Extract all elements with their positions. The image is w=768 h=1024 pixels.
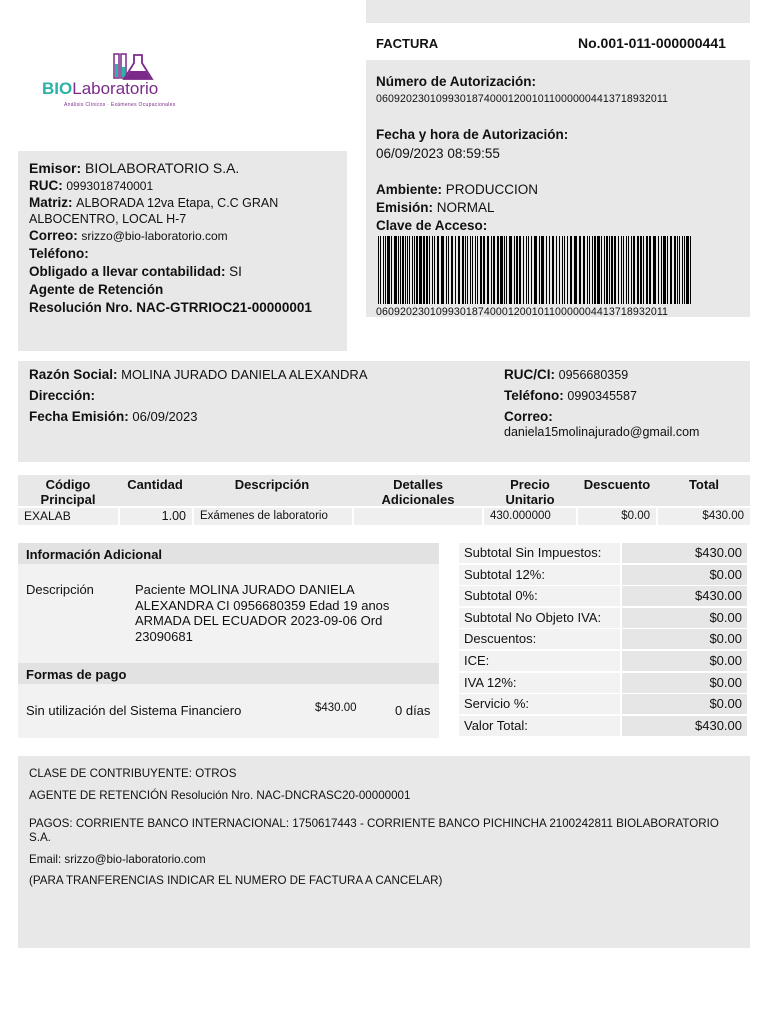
flask-icon — [112, 52, 156, 82]
barcode-bar — [564, 236, 565, 304]
total-value: $0.00 — [622, 694, 747, 714]
customer-name: MOLINA JURADO DANIELA ALEXANDRA — [121, 367, 368, 382]
barcode-bar — [409, 236, 410, 304]
barcode-bar — [465, 236, 466, 304]
cell-total: $430.00 — [658, 508, 750, 525]
description-line: Paciente MOLINA JURADO DANIELA — [135, 582, 355, 597]
description-text — [135, 582, 389, 644]
customer-id-line — [504, 367, 628, 382]
barcode-bar — [516, 236, 518, 304]
barcode-bar — [604, 236, 605, 304]
issuer-ruc-label: RUC: — [29, 178, 63, 193]
barcode-bar — [432, 236, 433, 304]
issuer-address-line1: ALBORADA 12va Etapa, C.C GRAN — [76, 196, 279, 210]
access-key-barcode — [378, 236, 694, 304]
barcode-bar — [437, 236, 439, 304]
emission-label: Emisión: — [376, 200, 434, 215]
col-header-code-line1: Código — [45, 477, 91, 492]
barcode-bar — [470, 236, 471, 304]
issuer-name-line — [29, 159, 347, 177]
barcode-bar — [491, 236, 492, 304]
description-label: Descripción — [26, 582, 94, 597]
barcode-bar — [434, 236, 435, 304]
barcode-bar — [400, 236, 401, 304]
barcode-bar — [606, 236, 608, 304]
customer-address-label: Dirección: — [29, 388, 96, 403]
col-header-unit-price-line1: Precio — [510, 477, 550, 492]
col-header-details-line1: Detalles — [393, 477, 443, 492]
barcode-bar — [441, 236, 444, 304]
barcode-bar — [549, 236, 550, 304]
barcode-bar — [587, 236, 588, 304]
auth-number-label: Número de Autorización: — [376, 74, 537, 89]
barcode-bar — [601, 236, 602, 304]
customer-name-line — [29, 367, 368, 382]
barcode-bar — [690, 236, 691, 304]
col-header-details-line2: Adicionales — [381, 492, 455, 507]
barcode-bar — [383, 236, 384, 304]
barcode-bar — [643, 236, 644, 304]
issuer-name: BIOLABORATORIO S.A. — [85, 160, 240, 176]
total-label: Descuentos: — [459, 629, 620, 649]
barcode-bar — [534, 236, 537, 304]
barcode-bar — [455, 236, 456, 304]
col-header-unit-price-line2: Unitario — [505, 492, 555, 507]
barcode-bar — [398, 236, 399, 304]
barcode-bar — [416, 236, 418, 304]
customer-panel — [18, 361, 750, 462]
barcode-bar — [467, 236, 468, 304]
barcode-bar — [562, 236, 563, 304]
barcode-bar — [405, 236, 406, 304]
barcode-bar — [458, 236, 460, 304]
emission-line — [376, 200, 495, 215]
total-value: $0.00 — [622, 651, 747, 671]
barcode-bar — [509, 236, 512, 304]
barcode-bar — [493, 236, 495, 304]
barcode-bar — [528, 236, 529, 304]
customer-email: daniela15molinajurado@gmail.com — [504, 425, 700, 439]
barcode-bar — [649, 236, 651, 304]
barcode-bar — [531, 236, 532, 304]
barcode-bar — [462, 236, 464, 304]
emission-value: NORMAL — [436, 200, 495, 215]
environment-label: Ambiente: — [376, 182, 443, 197]
barcode-bar — [574, 236, 577, 304]
additional-info-panel — [18, 543, 439, 738]
total-value: $0.00 — [622, 608, 747, 628]
barcode-bar — [589, 236, 590, 304]
barcode-bar — [402, 236, 404, 304]
access-key: 0609202301099301874000120010110000004413718932011 — [376, 306, 669, 318]
cell-details — [354, 508, 482, 525]
barcode-bar — [504, 236, 505, 304]
issuer-phone-label: Teléfono: — [29, 246, 89, 261]
barcode-bar — [646, 236, 648, 304]
barcode-bar — [407, 236, 408, 304]
contact-email-note: Email: srizzo@bio-laboratorio.com — [29, 853, 206, 866]
logo-tagline: Análisis Clínicos · Exámenes Ocupacionales — [64, 102, 176, 108]
bank-accounts-line2: S.A. — [29, 831, 51, 844]
payment-amount: $430.00 — [315, 702, 357, 714]
customer-name-label: Razón Social: — [29, 367, 118, 382]
cell-quantity: 1.00 — [120, 508, 192, 525]
barcode-bar — [658, 236, 659, 304]
barcode-bar — [483, 236, 485, 304]
barcode-bar — [391, 236, 392, 304]
barcode-bar — [623, 236, 624, 304]
cell-discount: $0.00 — [578, 508, 656, 525]
barcode-bar — [514, 236, 515, 304]
barcode-bar — [394, 236, 397, 304]
barcode-bar — [618, 236, 619, 304]
col-header-discount: Descuento — [583, 477, 651, 492]
col-header-code — [18, 477, 118, 507]
col-header-quantity: Cantidad — [127, 477, 183, 492]
total-label: ICE: — [459, 651, 620, 671]
total-value: $430.00 — [622, 543, 747, 563]
barcode-bar — [500, 236, 503, 304]
barcode-bar — [567, 236, 568, 304]
barcode-bar — [667, 236, 668, 304]
auth-number: 0609202301099301874000120010110000004413718932011 — [376, 93, 669, 105]
col-header-unit-price — [484, 477, 576, 507]
accounting-value: SI — [229, 264, 242, 279]
payment-methods-title: Formas de pago — [18, 663, 439, 684]
barcode-bar — [451, 236, 453, 304]
barcode-bar — [419, 236, 422, 304]
barcode-bar — [556, 236, 557, 304]
auth-datetime: 06/09/2023 08:59:55 — [376, 146, 500, 161]
customer-id: 0956680359 — [558, 368, 629, 382]
barcode-bar — [387, 236, 390, 304]
logo-wordmark — [42, 79, 158, 99]
access-key-label: Clave de Acceso: — [376, 218, 488, 233]
company-logo — [42, 52, 232, 122]
total-label: Subtotal Sin Impuestos: — [459, 543, 620, 563]
total-label: Subtotal No Objeto IVA: — [459, 608, 620, 628]
issuer-ruc-line — [29, 177, 347, 195]
issuer-address-line2: ALBOCENTRO, LOCAL H-7 — [29, 212, 187, 226]
issuer-email-line — [29, 227, 347, 245]
environment-value: PRODUCCION — [445, 182, 539, 197]
barcode-bar — [472, 236, 473, 304]
issue-date-label: Fecha Emisión: — [29, 409, 129, 424]
taxpayer-class: CLASE DE CONTRIBUYENTE: OTROS — [29, 767, 237, 780]
barcode-bar — [426, 236, 428, 304]
barcode-bar — [679, 236, 680, 304]
total-value: $0.00 — [622, 673, 747, 693]
resolution-number: NAC-GTRRIOC21-00000001 — [136, 300, 312, 315]
total-value: $0.00 — [622, 629, 747, 649]
logo-bio: BIO — [42, 79, 73, 98]
payment-method: Sin utilización del Sistema Financiero — [26, 703, 242, 718]
barcode-bar — [579, 236, 581, 304]
barcode-bar — [541, 236, 544, 304]
barcode-bar — [661, 236, 662, 304]
barcode-bar — [475, 236, 476, 304]
barcode-bar — [497, 236, 499, 304]
barcode-bar — [477, 236, 478, 304]
cell-description: Exámenes de laboratorio — [194, 508, 352, 525]
notes-panel — [18, 756, 750, 948]
barcode-bar — [539, 236, 540, 304]
barcode-bar — [677, 236, 678, 304]
items-table-header — [18, 475, 750, 506]
barcode-bar — [592, 236, 593, 304]
header-strip — [366, 0, 750, 23]
environment-line — [376, 182, 538, 197]
transfer-instruction: (PARA TRANFERENCIAS INDICAR EL NUMERO DE FACTURA A CANCELAR) — [29, 874, 443, 887]
barcode-bar — [523, 236, 524, 304]
total-label: Subtotal 0%: — [459, 586, 620, 606]
cell-code: EXALAB — [18, 508, 118, 525]
barcode-bar — [380, 236, 381, 304]
barcode-bar — [448, 236, 449, 304]
issuer-name-label: Emisor: — [29, 160, 82, 176]
description-line: 23090681 — [135, 628, 193, 644]
barcode-bar — [412, 236, 413, 304]
barcode-bar — [414, 236, 415, 304]
customer-phone: 0990345587 — [567, 389, 637, 403]
withholding-agent-label: Agente de Retención — [29, 282, 164, 297]
barcode-bar — [674, 236, 676, 304]
withholding-agent-note: AGENTE DE RETENCIÓN Resolución Nro. NAC-DNCRASC20-00000001 — [29, 789, 411, 802]
barcode-bar — [506, 236, 507, 304]
total-label: IVA 12%: — [459, 673, 620, 693]
issuer-ruc: 0993018740001 — [66, 179, 154, 193]
auth-datetime-label: Fecha y hora de Autorización: — [376, 127, 569, 142]
barcode-bar — [682, 236, 683, 304]
barcode-bar — [597, 236, 600, 304]
barcode-bar — [559, 236, 560, 304]
total-label: Servicio %: — [459, 694, 620, 714]
total-label: Subtotal 12%: — [459, 565, 620, 585]
invoice-number: No.001-011-000000441 — [578, 35, 726, 51]
bank-accounts-note — [29, 817, 719, 845]
barcode-bar — [663, 236, 666, 304]
barcode-bar — [446, 236, 447, 304]
barcode-bar — [385, 236, 386, 304]
barcode-bar — [640, 236, 642, 304]
customer-phone-line — [504, 388, 637, 403]
issuer-panel — [18, 151, 347, 351]
issuer-address — [29, 195, 347, 227]
barcode-bar — [429, 236, 430, 304]
barcode-bar — [546, 236, 547, 304]
barcode-bar — [631, 236, 632, 304]
customer-id-label: RUC/CI: — [504, 367, 555, 382]
total-label: Valor Total: — [459, 716, 620, 736]
col-header-details — [354, 477, 482, 507]
logo-laboratorio: Laboratorio — [72, 79, 159, 98]
col-header-total: Total — [688, 477, 720, 492]
barcode-bar — [686, 236, 689, 304]
barcode-bar — [621, 236, 622, 304]
col-header-code-line2: Principal — [40, 492, 96, 507]
barcode-bar — [637, 236, 639, 304]
bank-accounts-line1: PAGOS: CORRIENTE BANCO INTERNACIONAL: 1750617443 - CORRIENTE BANCO PICHINCHA 2100242811 BIOLABORATORIO — [29, 817, 719, 830]
barcode-bar — [583, 236, 585, 304]
barcode-bar — [626, 236, 627, 304]
barcode-bar — [570, 236, 572, 304]
barcode-bar — [526, 236, 527, 304]
document-type: FACTURA — [376, 36, 439, 51]
issuer-address-label: Matriz: — [29, 195, 73, 210]
description-line: ARMADA DEL ECUADOR 2023-09-06 Ord — [135, 613, 383, 628]
barcode-bar — [628, 236, 629, 304]
total-value: $0.00 — [622, 565, 747, 585]
issue-date: 06/09/2023 — [132, 409, 198, 424]
additional-info-title: Información Adicional — [18, 543, 439, 564]
barcode-bar — [684, 236, 685, 304]
total-value: $430.00 — [622, 716, 747, 736]
accounting-line — [29, 263, 347, 281]
barcode-bar — [609, 236, 610, 304]
barcode-bar — [519, 236, 521, 304]
barcode-bar — [480, 236, 482, 304]
resolution-label: Resolución Nro. — [29, 300, 133, 315]
customer-email-label: Correo: — [504, 409, 553, 424]
barcode-bar — [552, 236, 554, 304]
authorization-panel — [366, 60, 750, 317]
col-header-description: Descripción — [234, 477, 310, 492]
barcode-bar — [487, 236, 489, 304]
barcode-bar — [594, 236, 596, 304]
customer-phone-label: Teléfono: — [504, 388, 564, 403]
accounting-label: Obligado a llevar contabilidad: — [29, 264, 226, 279]
issuer-email-label: Correo: — [29, 228, 78, 243]
cell-unit-price: 430.000000 — [484, 508, 576, 525]
payment-term: 0 días — [395, 703, 431, 718]
barcode-bar — [423, 236, 425, 304]
description-line: ALEXANDRA CI 0956680359 Edad 19 anos — [135, 597, 390, 613]
resolution-line — [29, 299, 347, 317]
barcode-bar — [611, 236, 613, 304]
barcode-bar — [378, 236, 379, 304]
issue-date-line — [29, 409, 197, 424]
total-value: $430.00 — [622, 586, 747, 606]
barcode-bar — [670, 236, 672, 304]
issuer-email: srizzo@bio-laboratorio.com — [81, 229, 228, 243]
barcode-bar — [653, 236, 656, 304]
barcode-bar — [633, 236, 635, 304]
barcode-bar — [614, 236, 616, 304]
